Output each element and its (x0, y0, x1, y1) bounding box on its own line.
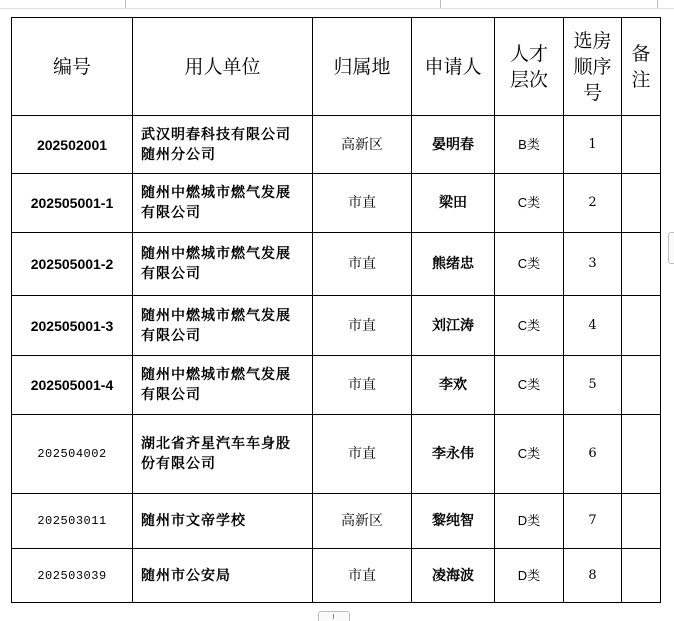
cell-unit: 随州中燃城市燃气发展 有限公司 (133, 356, 313, 415)
cell-code: 202505001-1 (12, 174, 133, 233)
cell-order: 2 (564, 174, 622, 233)
header-code: 编号 (12, 18, 133, 116)
cell-code: 202502001 (12, 116, 133, 174)
header-note: 备 注 (622, 18, 661, 116)
cell-district: 市直 (313, 296, 412, 356)
cell-unit: 随州市公安局 (133, 549, 313, 603)
cell-level: C类 (495, 356, 564, 415)
table-row (12, 494, 661, 549)
side-scroll-handle[interactable] (668, 232, 674, 264)
cell-unit: 武汉明春科技有限公司 随州分公司 (133, 116, 313, 174)
cell-district: 市直 (313, 549, 412, 603)
cell-applicant: 梁田 (412, 174, 495, 233)
cell-code: 202505001-4 (12, 356, 133, 415)
header-unit: 用人单位 (133, 18, 313, 116)
header-level: 人才 层次 (495, 18, 564, 116)
talent-housing-table (11, 17, 661, 603)
cell-unit: 随州中燃城市燃气发展 有限公司 (133, 174, 313, 233)
cell-note (622, 233, 661, 296)
cell-district: 高新区 (313, 494, 412, 549)
cell-code: 202505001-3 (12, 296, 133, 356)
cell-applicant: 熊绪忠 (412, 233, 495, 296)
table-row (12, 296, 661, 356)
cell-note (622, 494, 661, 549)
cell-note (622, 356, 661, 415)
table-row (12, 116, 661, 174)
cell-level: C类 (495, 415, 564, 494)
cell-order: 1 (564, 116, 622, 174)
cell-order: 7 (564, 494, 622, 549)
cell-order: 5 (564, 356, 622, 415)
cell-level: C类 (495, 233, 564, 296)
cell-district: 市直 (313, 356, 412, 415)
cell-applicant: 刘江涛 (412, 296, 495, 356)
cell-note (622, 549, 661, 603)
cell-code: 202505001-2 (12, 233, 133, 296)
cell-applicant: 凌海波 (412, 549, 495, 603)
cell-level: D类 (495, 494, 564, 549)
table-row (12, 415, 661, 494)
cell-district: 市直 (313, 233, 412, 296)
cell-district: 高新区 (313, 116, 412, 174)
table-row (12, 356, 661, 415)
cell-unit: 随州中燃城市燃气发展 有限公司 (133, 296, 313, 356)
cell-note (622, 296, 661, 356)
cell-note (622, 116, 661, 174)
cell-district: 市直 (313, 174, 412, 233)
cell-level: C类 (495, 296, 564, 356)
cell-applicant: 黎纯智 (412, 494, 495, 549)
cell-unit: 随州市文帝学校 (133, 494, 313, 549)
cell-order: 8 (564, 549, 622, 603)
cell-level: B类 (495, 116, 564, 174)
page-top-edge (0, 0, 674, 9)
cell-code: 202503039 (12, 549, 133, 603)
cell-order: 4 (564, 296, 622, 356)
cell-district: 市直 (313, 415, 412, 494)
table-row (12, 174, 661, 233)
header-district: 归属地 (313, 18, 412, 116)
cell-code: 202504002 (12, 415, 133, 494)
cell-unit: 随州中燃城市燃气发展 有限公司 (133, 233, 313, 296)
cell-applicant: 李永伟 (412, 415, 495, 494)
table-row (12, 549, 661, 603)
cell-applicant: 晏明春 (412, 116, 495, 174)
table-row (12, 233, 661, 296)
header-order: 选房 顺序 号 (564, 18, 622, 116)
cell-order: 3 (564, 233, 622, 296)
header-applicant: 申请人 (412, 18, 495, 116)
table-header-row (12, 18, 661, 116)
cell-level: D类 (495, 549, 564, 603)
cell-level: C类 (495, 174, 564, 233)
cell-unit: 湖北省齐星汽车车身股 份有限公司 (133, 415, 313, 494)
cell-code: 202503011 (12, 494, 133, 549)
cell-order: 6 (564, 415, 622, 494)
cell-note (622, 174, 661, 233)
cell-applicant: 李欢 (412, 356, 495, 415)
cell-note (622, 415, 661, 494)
